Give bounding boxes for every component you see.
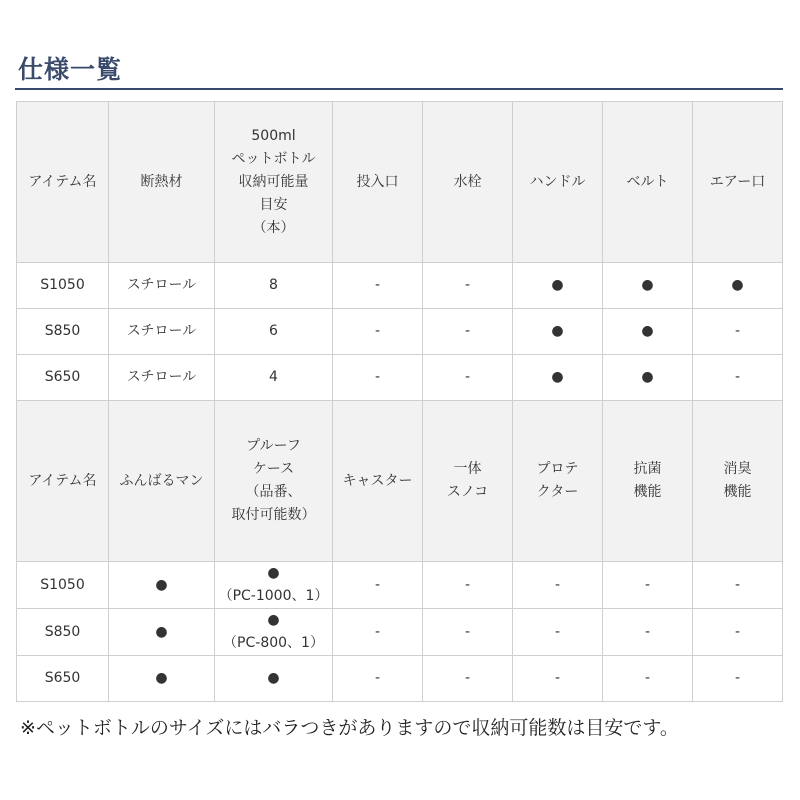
header-cell-insulation: 断熱材 — [109, 102, 215, 263]
cell-bottle-capacity: 4 — [215, 355, 333, 401]
cell-integrated-sunoko: - — [423, 562, 513, 609]
cell-proof-case: ● （PC-1000、1） — [215, 562, 333, 609]
footnote: ※ペットボトルのサイズにはバラつきがありますので収納可能数は目安です。 — [20, 717, 679, 739]
cell-belt: ● — [603, 309, 693, 355]
header-cell-handle: ハンドル — [513, 102, 603, 263]
cell-air-port: - — [693, 309, 783, 355]
cell-inlet: - — [333, 309, 423, 355]
cell-bottle-capacity: 6 — [215, 309, 333, 355]
cell-integrated-sunoko: - — [423, 609, 513, 656]
table-row — [17, 355, 783, 401]
header-cell-proof-case: プルーフ ケース （品番、 取付可能数） — [215, 401, 333, 562]
cell-inlet: - — [333, 355, 423, 401]
header-cell-antibacterial: 抗菌 機能 — [603, 401, 693, 562]
cell-antibacterial: - — [603, 562, 693, 609]
cell-antibacterial: - — [603, 609, 693, 656]
header-cell-funbaru-man: ふんばるマン — [109, 401, 215, 562]
cell-handle: ● — [513, 355, 603, 401]
cell-faucet: - — [423, 355, 513, 401]
header-cell-protector: プロテ クター — [513, 401, 603, 562]
cell-insulation: スチロール — [109, 355, 215, 401]
cell-caster: - — [333, 656, 423, 702]
header-cell-integrated-sunoko: 一体 スノコ — [423, 401, 513, 562]
cell-item-name: S1050 — [17, 562, 109, 609]
cell-item-name: S850 — [17, 309, 109, 355]
table2-header-row — [17, 401, 783, 562]
cell-bottle-capacity: 8 — [215, 263, 333, 309]
cell-deodorant: - — [693, 562, 783, 609]
cell-deodorant: - — [693, 609, 783, 656]
header-cell-faucet: 水栓 — [423, 102, 513, 263]
cell-inlet: - — [333, 263, 423, 309]
cell-funbaru-man: ● — [109, 562, 215, 609]
cell-item-name: S1050 — [17, 263, 109, 309]
table-row — [17, 263, 783, 309]
cell-belt: ● — [603, 263, 693, 309]
cell-air-port: - — [693, 355, 783, 401]
cell-faucet: - — [423, 309, 513, 355]
header-cell-item-name: アイテム名 — [17, 401, 109, 562]
page-title: 仕様一覧 — [18, 55, 123, 84]
cell-integrated-sunoko: - — [423, 656, 513, 702]
header-cell-belt: ベルト — [603, 102, 693, 263]
cell-caster: - — [333, 562, 423, 609]
table-row — [17, 656, 783, 702]
cell-protector: - — [513, 562, 603, 609]
cell-faucet: - — [423, 263, 513, 309]
header-cell-air-port: エアー口 — [693, 102, 783, 263]
cell-item-name: S650 — [17, 656, 109, 702]
spec-table — [16, 101, 783, 702]
title-divider — [15, 88, 783, 90]
cell-air-port: ● — [693, 263, 783, 309]
table-row — [17, 609, 783, 656]
cell-handle: ● — [513, 263, 603, 309]
cell-item-name: S850 — [17, 609, 109, 656]
cell-deodorant: - — [693, 656, 783, 702]
cell-antibacterial: - — [603, 656, 693, 702]
cell-funbaru-man: ● — [109, 609, 215, 656]
cell-funbaru-man: ● — [109, 656, 215, 702]
cell-proof-case: ● （PC-800、1） — [215, 609, 333, 656]
cell-item-name: S650 — [17, 355, 109, 401]
cell-caster: - — [333, 609, 423, 656]
cell-belt: ● — [603, 355, 693, 401]
table1-header-row — [17, 102, 783, 263]
table-row — [17, 562, 783, 609]
header-cell-item-name: アイテム名 — [17, 102, 109, 263]
cell-insulation: スチロール — [109, 263, 215, 309]
header-cell-bottle-capacity: 500ml ペットボトル 収納可能量 目安 （本） — [215, 102, 333, 263]
table-row — [17, 309, 783, 355]
header-cell-inlet: 投入口 — [333, 102, 423, 263]
cell-handle: ● — [513, 309, 603, 355]
header-cell-deodorant: 消臭 機能 — [693, 401, 783, 562]
cell-insulation: スチロール — [109, 309, 215, 355]
cell-protector: - — [513, 656, 603, 702]
cell-proof-case: ● — [215, 656, 333, 702]
header-cell-caster: キャスター — [333, 401, 423, 562]
cell-protector: - — [513, 609, 603, 656]
